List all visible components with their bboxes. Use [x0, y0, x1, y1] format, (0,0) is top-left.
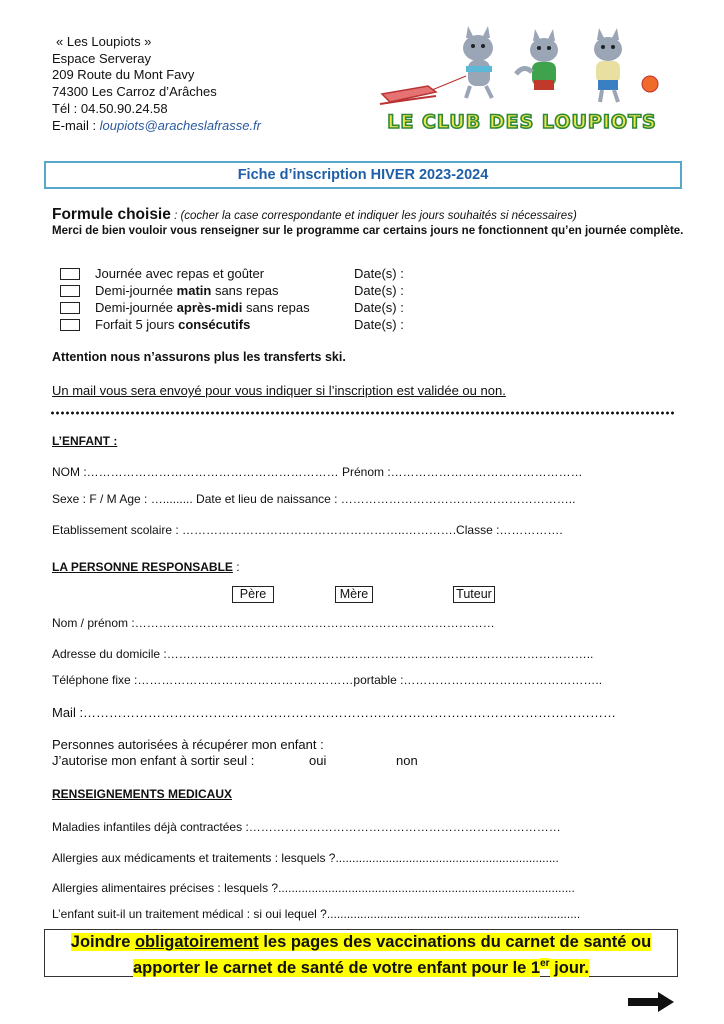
- org-building: Espace Serveray: [52, 50, 151, 66]
- banner-text-emphasis: obligatoirement: [134, 933, 259, 951]
- org-name: « Les Loupiots »: [56, 34, 152, 49]
- option-label: [95, 266, 264, 281]
- option-date: Date(s) :: [354, 283, 404, 298]
- allergies-alimentaires-field[interactable]: Allergies alimentaires précises : lesquels ?.........................................................................................: [52, 881, 575, 895]
- option-label-bold: après-midi: [176, 300, 243, 315]
- org-city: 74300 Les Carroz d’Arâches: [52, 84, 217, 100]
- option-checkbox[interactable]: [60, 268, 80, 280]
- email-link[interactable]: loupiots@aracheslafrasse.fr: [99, 117, 261, 133]
- option-label: [95, 317, 250, 332]
- option-label-text: sans repas: [242, 300, 310, 315]
- option-label-text: Demi-journée: [95, 300, 177, 315]
- banner-text: apporter le carnet de santé de votre enfant pour le 1: [133, 958, 541, 977]
- formule-note: Merci de bien vouloir vous renseigner sur le programme car certains jours ne fonctionnent qu’en journée complète.: [52, 225, 684, 237]
- role-pere-box[interactable]: Père: [232, 586, 274, 603]
- sortir-seul-label: J’autorise mon enfant à sortir seul :: [52, 753, 255, 768]
- email-label: E-mail :: [52, 117, 100, 133]
- formule-hint: : (cocher la case correspondante et indiquer les jours souhaités si nécessaires): [170, 210, 577, 222]
- responsable-heading: LA PERSONNE RESPONSABLE: [52, 560, 233, 574]
- club-logo: [376, 26, 668, 138]
- nom-prenom-field[interactable]: Nom / prénom :………………………………………………………………………………: [52, 616, 495, 630]
- personnes-autorisees: Personnes autorisées à récupérer mon enfant :: [52, 737, 324, 752]
- banner-text: jour.: [549, 958, 589, 977]
- medical-heading: RENSEIGNEMENTS MEDICAUX: [52, 787, 233, 801]
- org-phone: Tél : 04.50.90.24.58: [52, 100, 168, 116]
- mail-field[interactable]: Mail :……………………………………………………………………………………………………………: [52, 705, 617, 720]
- responsable-heading-row: [52, 560, 240, 574]
- vaccination-banner: [44, 929, 678, 977]
- attention-note: Attention nous n’assurons plus les transferts ski.: [52, 350, 346, 364]
- option-label: [95, 283, 279, 298]
- maladies-field[interactable]: Maladies infantiles déjà contractées :……………………………………………………………………: [52, 820, 561, 834]
- role-mere-box[interactable]: Mère: [335, 586, 373, 603]
- role-tuteur-box[interactable]: Tuteur: [453, 586, 495, 603]
- option-label-text: Journée avec repas et goûter: [95, 266, 265, 281]
- telephone-field[interactable]: Téléphone fixe :………………………………………………portable :…………………………………………..: [52, 673, 603, 687]
- sled-icon: [380, 76, 466, 104]
- non-option[interactable]: non: [396, 753, 418, 768]
- option-label-bold: matin: [176, 283, 212, 298]
- banner-superscript: er: [540, 958, 550, 969]
- banner-line-1: [45, 932, 677, 953]
- option-label-text: sans repas: [211, 283, 279, 298]
- org-email-row: [52, 118, 261, 135]
- nom-field[interactable]: NOM :……………………………………………………… Prénom :…………………………………………: [52, 465, 583, 479]
- banner-text: les pages des vaccinations du carnet de santé ou: [258, 933, 652, 951]
- option-checkbox[interactable]: [60, 319, 80, 331]
- wolf-icon: [463, 26, 493, 98]
- org-address: [52, 34, 261, 134]
- ball-icon: [642, 76, 658, 92]
- option-label-text: Forfait 5 jours: [95, 317, 179, 332]
- option-label: [95, 300, 310, 315]
- logo-text: LE CLUB DES LOUPIOTS: [387, 111, 657, 133]
- form-title: Fiche d’inscription HIVER 2023-2024: [44, 161, 682, 189]
- option-checkbox[interactable]: [60, 285, 80, 297]
- etablissement-field[interactable]: Etablissement scolaire : ………………………………………………..………….Classe :…………….: [52, 523, 563, 537]
- dotted-separator: [50, 411, 676, 415]
- adresse-field[interactable]: Adresse du domicile :……………………………………………………………………………………………..: [52, 647, 594, 661]
- sortir-seul-row: [52, 753, 418, 769]
- allergies-medicaments-field[interactable]: Allergies aux médicaments et traitements : lesquels ?...................................................................: [52, 851, 559, 865]
- enfant-heading: L’ENFANT :: [52, 434, 118, 448]
- option-date: Date(s) :: [354, 266, 404, 281]
- sexe-age-field[interactable]: Sexe : F / M Age : …......... Date et lieu de naissance : …………………………………………………..: [52, 492, 576, 506]
- formule-heading: Formule choisie: [52, 206, 171, 223]
- banner-line-2: [45, 953, 677, 979]
- option-label-bold: consécutifs: [178, 317, 251, 332]
- banner-text: Joindre: [70, 933, 135, 951]
- wolf-icon: [594, 28, 622, 102]
- wolf-icon: [516, 29, 558, 90]
- mail-note: Un mail vous sera envoyé pour vous indiquer si l’inscription est validée ou non.: [52, 383, 506, 398]
- responsable-heading-suffix: :: [232, 560, 240, 574]
- option-date: Date(s) :: [354, 317, 404, 332]
- org-street: 209 Route du Mont Favy: [52, 67, 195, 83]
- formule-heading-row: [52, 206, 577, 224]
- option-checkbox[interactable]: [60, 302, 80, 314]
- option-list: [0, 266, 724, 336]
- traitement-field[interactable]: L’enfant suit-il un traitement médical : si oui lequel ?............................................................................: [52, 907, 581, 921]
- next-page-arrow-icon[interactable]: [628, 992, 674, 1012]
- option-label-text: Demi-journée: [95, 283, 177, 298]
- option-date: Date(s) :: [354, 300, 404, 315]
- oui-option[interactable]: oui: [309, 753, 327, 768]
